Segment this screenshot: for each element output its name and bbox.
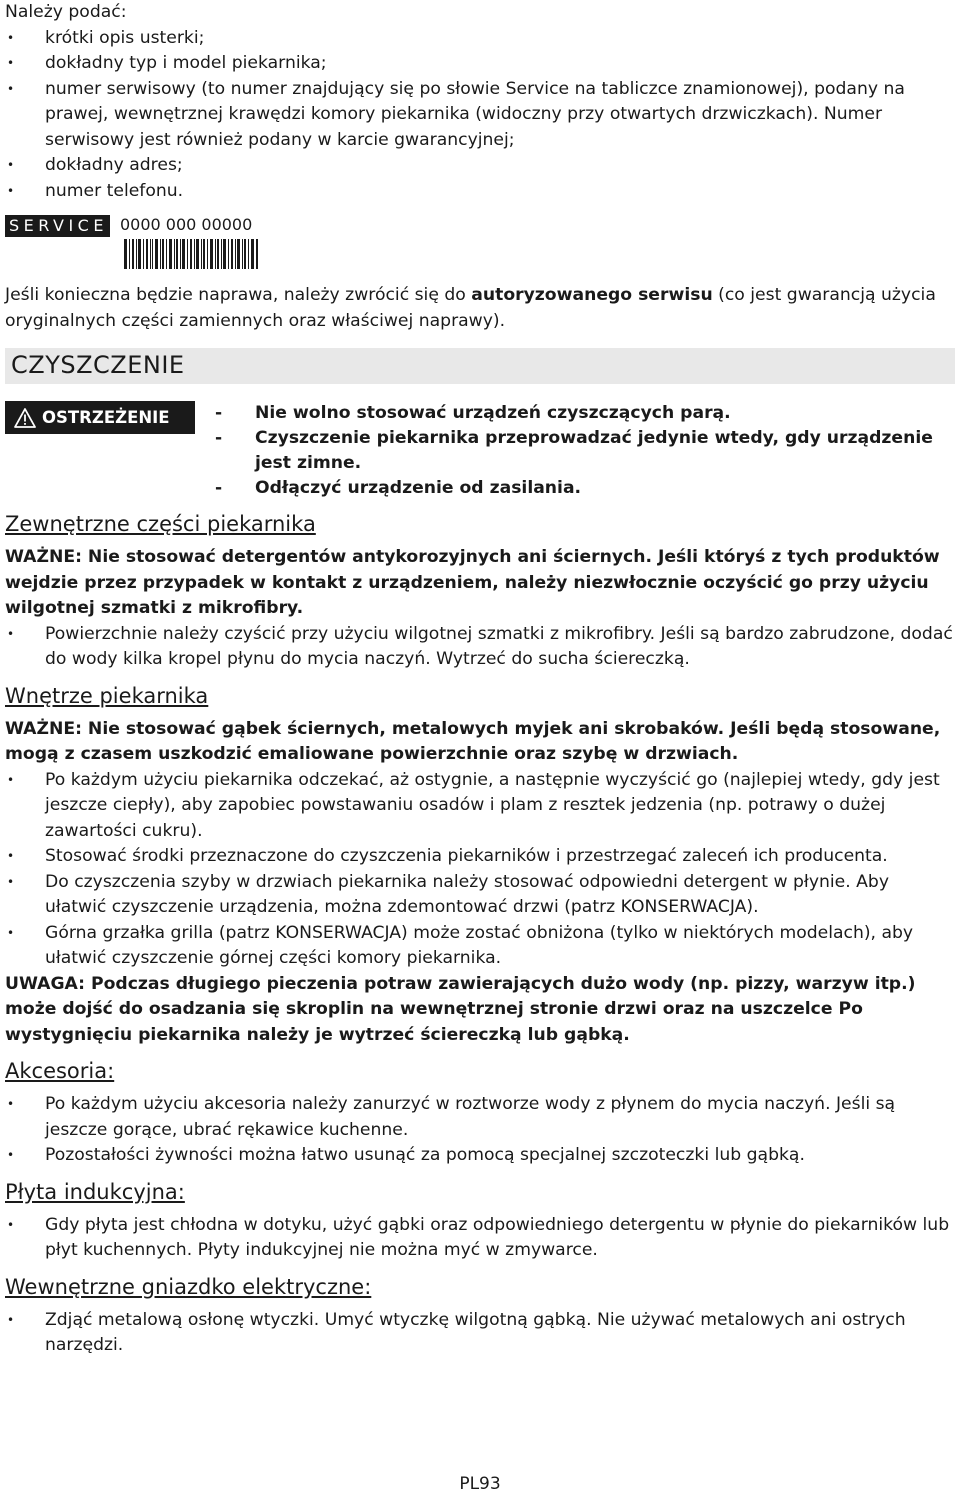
warning-triangle-icon (14, 408, 36, 428)
list-item: • Do czyszczenia szyby w drzwiach piekarnika należy stosować odpowiedni detergent w płynie. Aby ułatwić czyszczenie urządzenia, można zdemontować drzwi (patrz KONSERWACJA). (5, 870, 955, 921)
list-item: • dokładny adres; (5, 153, 955, 179)
service-label-example (5, 213, 955, 275)
list-item: • Po każdym użyciu piekarnika odczekać, aż ostygnie, a następnie wyczyścić go (najlepiej wtedy, gdy jest jeszcze ciepły), aby zapobiec powstawaniu osadów i plam z resztek jedzenia (np. potrawy o dużej zawartości cukru). (5, 768, 955, 845)
list-item: • Górna grzałka grilla (patrz KONSERWACJA) może zostać obniżona (tylko w niektórych modelach), aby ułatwić czyszczenie górnej części komory piekarnika. (5, 921, 955, 972)
service-number: 0000 000 00000 (119, 215, 253, 234)
repair-text-before: Jeśli konieczna będzie naprawa, należy zwrócić się do (5, 285, 472, 305)
induction-list (5, 1213, 955, 1264)
warning-item: - Czyszczenie piekarnika przeprowadzać jedynie wtedy, gdy urządzenie jest zimne. (215, 426, 955, 476)
warning-label: OSTRZEŻENIE (42, 407, 170, 427)
document-page (5, 0, 955, 1359)
accessories-list (5, 1092, 955, 1169)
exterior-important: WAŻNE: Nie stosować detergentów antykorozyjnych ani ściernych. Jeśli któryś z tych produktów wejdzie przez przypadek w kontakt z urządzeniem, należy niezwłocznie oczyścić go przy użyciu wilgotnej szmatki z mikrofibry. (5, 547, 940, 618)
socket-heading: Wewnętrzne gniazdko elektryczne: (5, 1274, 372, 1299)
intro-list (5, 26, 955, 205)
warning-item: - Odłączyć urządzenie od zasilania. (215, 476, 955, 501)
list-item: • Pozostałości żywności można łatwo usunąć za pomocą specjalnej szczoteczki lub gąbką. (5, 1143, 955, 1169)
list-item: • dokładny typ i model piekarnika; (5, 51, 955, 77)
interior-note: UWAGA: Podczas długiego pieczenia potraw zawierających dużo wody (np. pizzy, warzyw itp.) może dojść do osadzania się skroplin na wewnętrznej stronie drzwi oraz na uszczelce Po wystygnięciu piekarnika należy je wytrzeć ściereczką lub gąbką. (5, 973, 916, 1045)
list-item: • Stosować środki przeznaczone do czyszczenia piekarników i przestrzegać zaleceń ich producenta. (5, 844, 955, 870)
interior-list (5, 768, 955, 972)
induction-heading: Płyta indukcyjna: (5, 1179, 185, 1204)
interior-heading: Wnętrze piekarnika (5, 683, 209, 708)
exterior-heading: Zewnętrzne części piekarnika (5, 512, 316, 536)
warning-block (5, 401, 955, 501)
exterior-list (5, 622, 955, 673)
list-item: • Po każdym użyciu akcesoria należy zanurzyć w roztworze wody z płynem do mycia naczyń. Jeśli są jeszcze gorące, ubrać rękawice kuchenne. (5, 1092, 955, 1143)
section-band (5, 348, 955, 384)
list-item: • krótki opis usterki; (5, 26, 955, 52)
list-item: • Powierzchnie należy czyścić przy użyciu wilgotnej szmatki z mikrofibry. Jeśli są bardzo zabrudzone, dodać do wody kilka kropel płynu do mycia naczyń. Wytrzeć do sucha ściereczką. (5, 622, 955, 673)
intro-lead: Należy podać: (5, 2, 127, 22)
interior-important: WAŻNE: Nie stosować gąbek ściernych, metalowych myjek ani skrobaków. Jeśli będą stosowane, mogą z czasem uszkodzić emaliowane powierzchnie oraz szybę w drzwiach. (5, 718, 941, 764)
repair-paragraph (5, 283, 955, 334)
list-item: • Zdjąć metalową osłonę wtyczki. Umyć wtyczkę wilgotną gąbką. Nie używać metalowych ani ostrych narzędzi. (5, 1308, 955, 1359)
warning-item: - Nie wolno stosować urządzeń czyszczących parą. (215, 401, 955, 426)
warning-list (215, 401, 955, 501)
list-item: • numer serwisowy (to numer znajdujący się po słowie Service na tabliczce znamionowej), podany na prawej, wewnętrznej krawędzi komory piekarnika (widoczny przy otwartych drzwiczkach). Numer serwisowy jest również podany w karcie gwarancyjnej; (5, 77, 955, 154)
page-number: PL93 (459, 1474, 501, 1494)
repair-text-after: (co jest gwarancją użycia oryginalnych części zamiennych oraz właściwej naprawy). (5, 285, 936, 331)
list-item: • numer telefonu. (5, 179, 955, 205)
socket-list (5, 1308, 955, 1359)
warning-badge (5, 401, 195, 434)
section-title: CZYSZCZENIE (11, 351, 185, 380)
barcode-icon (124, 239, 258, 269)
service-badge: SERVICE (5, 215, 110, 237)
list-item: • Gdy płyta jest chłodna w dotyku, użyć gąbki oraz odpowiedniego detergentu w płynie do piekarników lub płyt kuchennych. Płyty indukcyjnej nie można myć w zmywarce. (5, 1213, 955, 1264)
authorized-service-text: autoryzowanego serwisu (471, 285, 713, 305)
accessories-heading: Akcesoria: (5, 1059, 115, 1083)
service-number-block (120, 213, 258, 269)
